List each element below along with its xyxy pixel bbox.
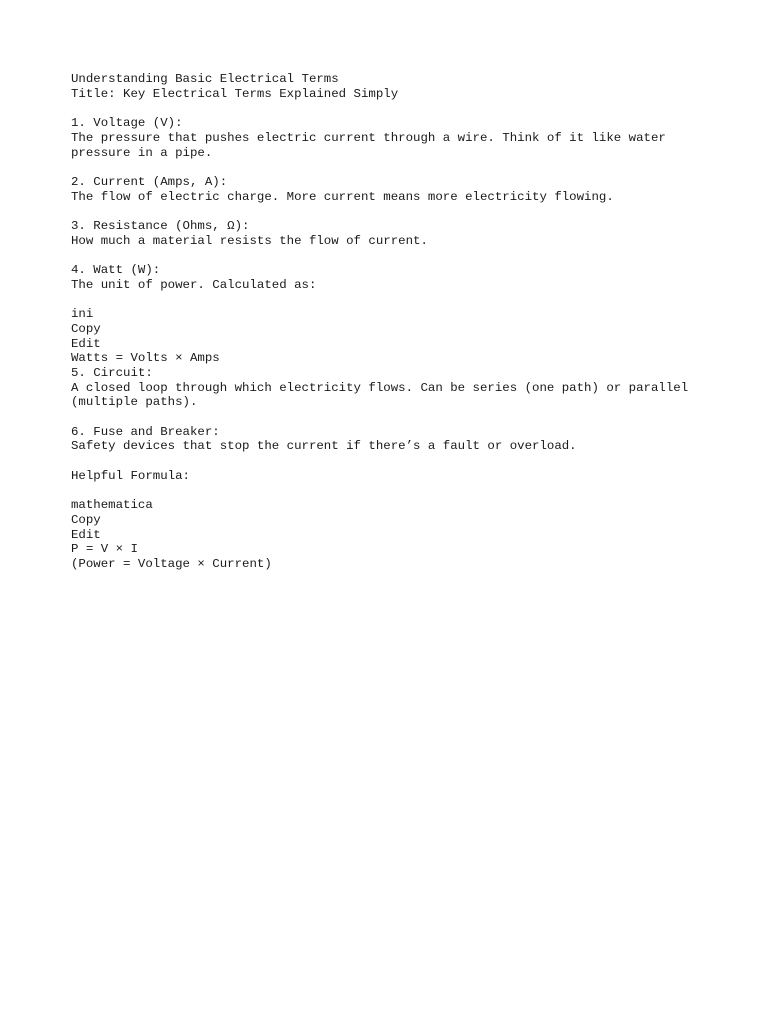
- spacer: [71, 292, 761, 307]
- helpful-formula-label: Helpful Formula:: [71, 468, 190, 483]
- power-formula-note: (Power = Voltage × Current): [71, 557, 272, 572]
- section-voltage-text: The pressure that pushes electric current through a wire. Think of it like water: [71, 130, 666, 145]
- section-watt-text: The unit of power. Calculated as:: [71, 277, 317, 292]
- section-resistance-label: 3. Resistance (Ohms, Ω):: [71, 218, 250, 233]
- spacer: [71, 248, 761, 263]
- section-circuit-label: 5. Circuit:: [71, 365, 153, 380]
- spacer: [71, 160, 761, 175]
- spacer: [71, 484, 761, 499]
- section-resistance-text: How much a material resists the flow of current.: [71, 233, 428, 248]
- spacer: [71, 454, 761, 469]
- section-watt-label: 4. Watt (W):: [71, 263, 161, 278]
- code-language-label: mathematica: [71, 498, 153, 513]
- edit-text: Edit: [71, 336, 101, 351]
- copy-text: Copy: [71, 512, 101, 527]
- power-formula: P = V × I: [71, 542, 138, 557]
- document-heading: Understanding Basic Electrical Terms: [71, 72, 339, 86]
- watt-formula: Watts = Volts × Amps: [71, 351, 220, 366]
- spacer: [71, 204, 761, 219]
- section-voltage-text: pressure in a pipe.: [71, 145, 213, 160]
- section-circuit-text: (multiple paths).: [71, 395, 198, 410]
- section-circuit-text: A closed loop through which electricity flows. Can be series (one path) or parallel: [71, 380, 689, 395]
- section-voltage-label: 1. Voltage (V):: [71, 116, 183, 131]
- copy-text: Copy: [71, 321, 101, 336]
- section-fuse-text: Safety devices that stop the current if there’s a fault or overload.: [71, 439, 577, 454]
- spacer: [71, 101, 761, 116]
- section-current-text: The flow of electric charge. More current means more electricity flowing.: [71, 189, 614, 204]
- code-language-label: ini: [71, 307, 94, 322]
- document-page: [71, 72, 761, 572]
- document-title: Title: Key Electrical Terms Explained Simply: [71, 86, 399, 101]
- spacer: [71, 410, 761, 425]
- section-fuse-label: 6. Fuse and Breaker:: [71, 424, 220, 439]
- section-current-label: 2. Current (Amps, A):: [71, 174, 228, 189]
- edit-text: Edit: [71, 527, 101, 542]
